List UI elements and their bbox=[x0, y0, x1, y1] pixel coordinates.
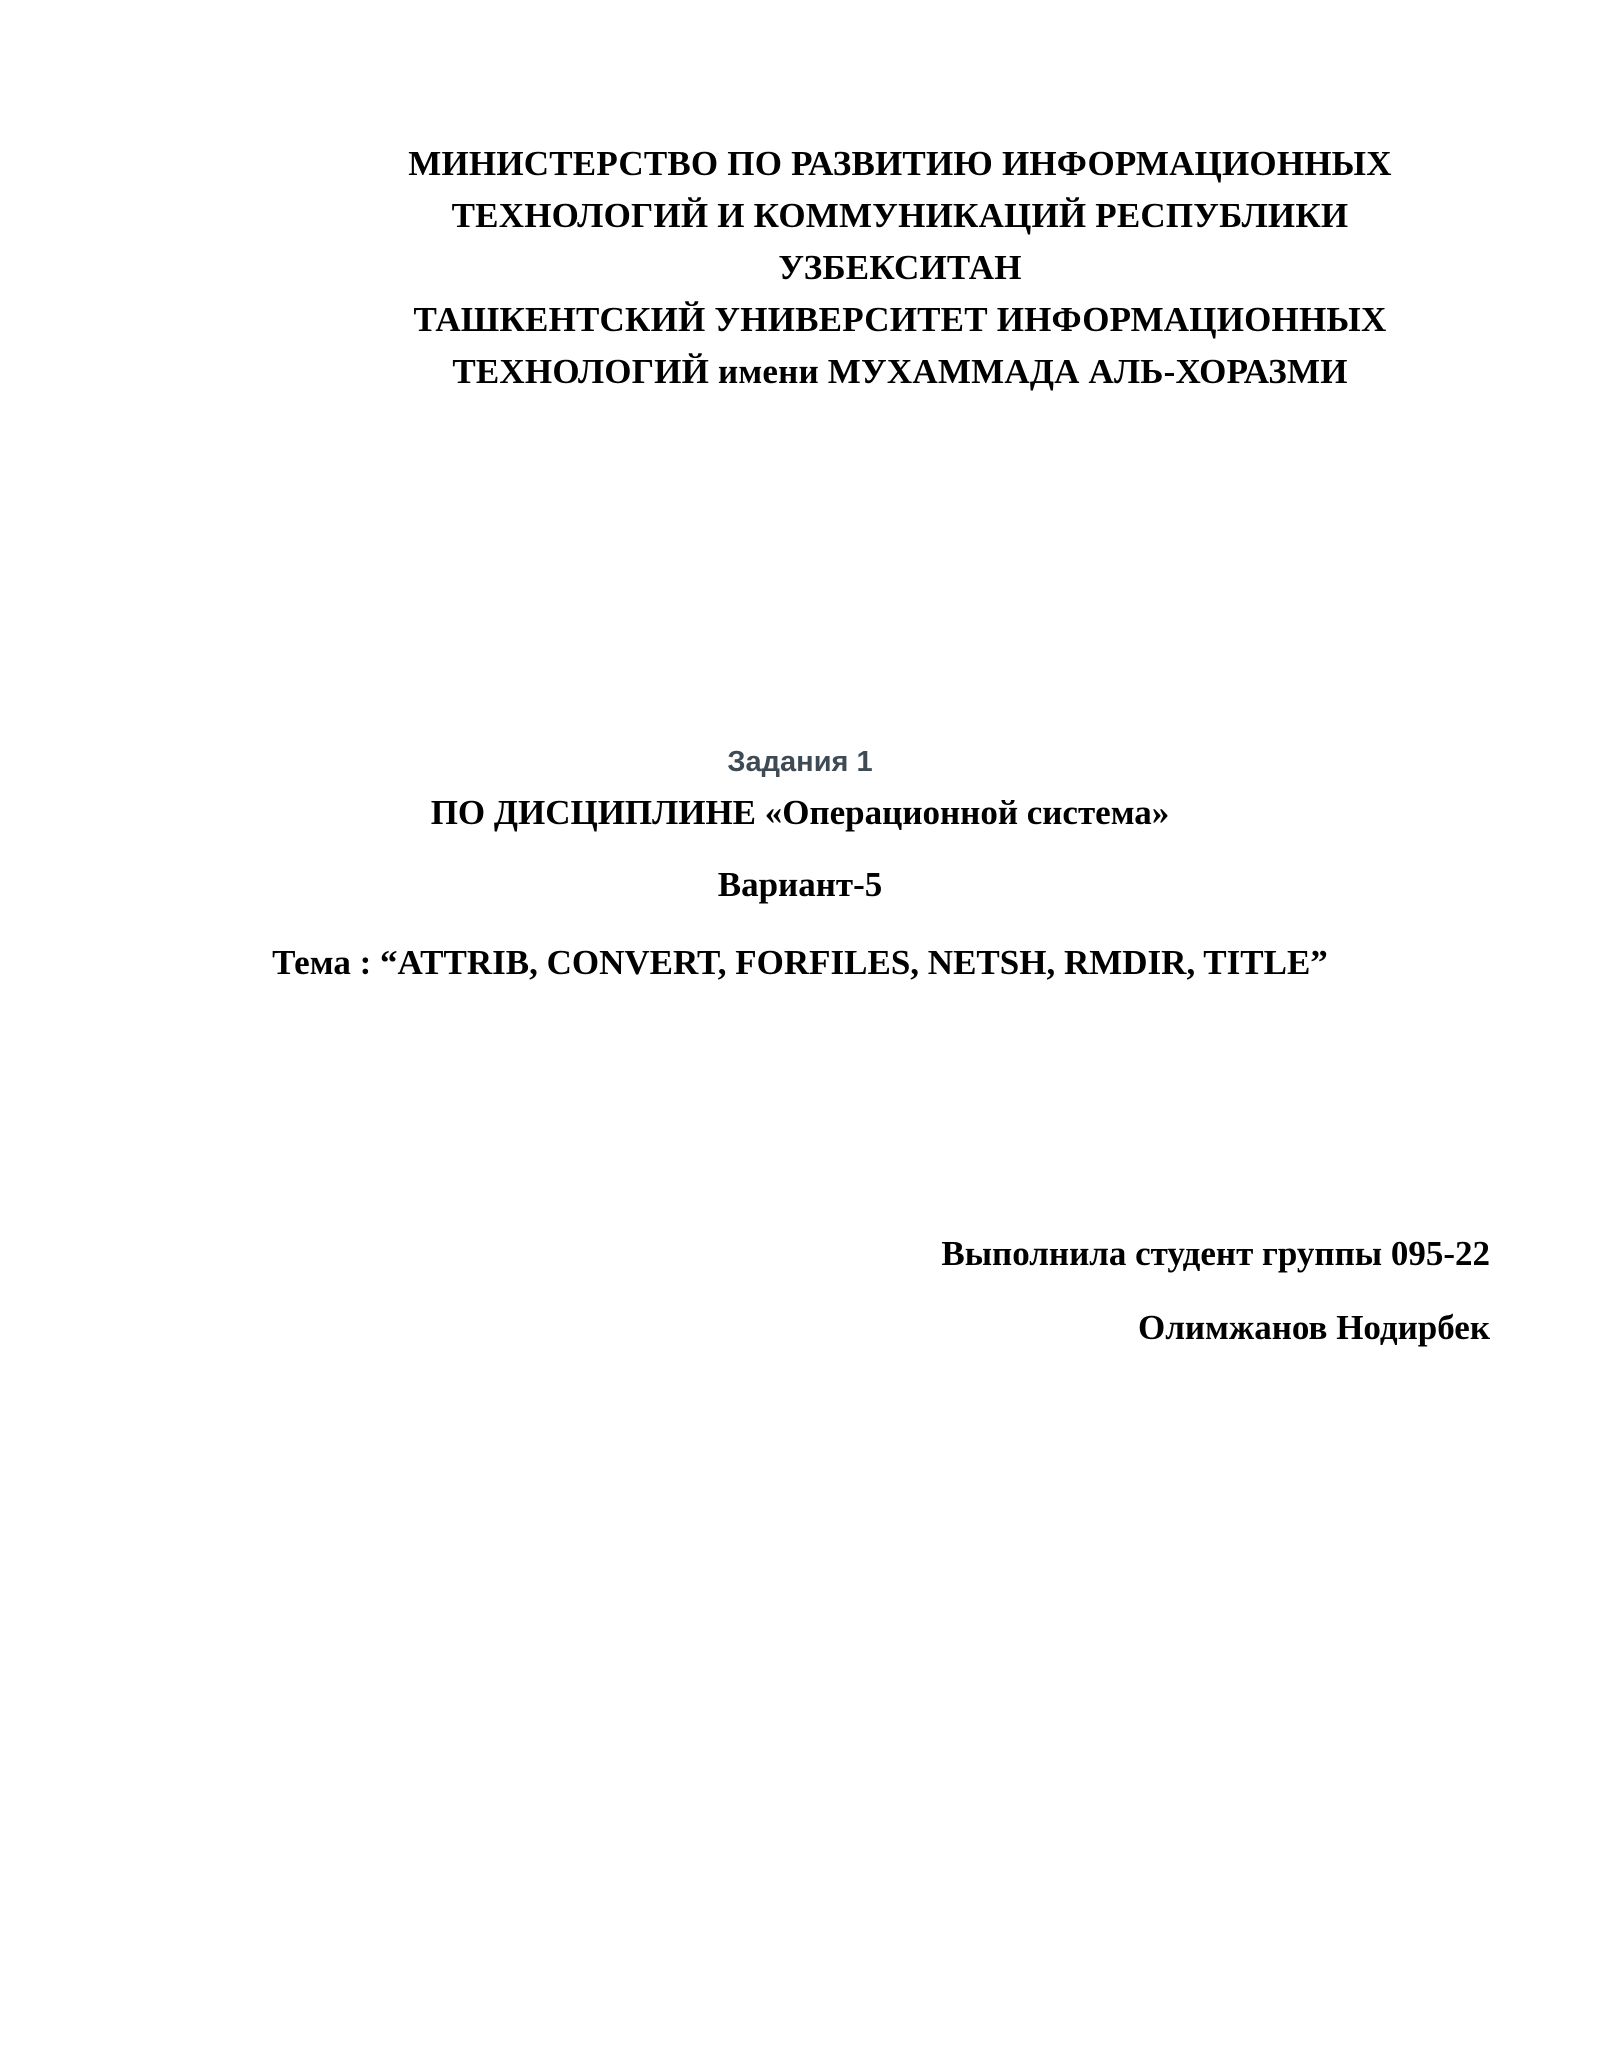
header-line-country: УЗБЕКСИТАН bbox=[778, 248, 1022, 287]
student-name-label: Олимжанов Нодирбек bbox=[1138, 1308, 1490, 1347]
topic-label: Тема : “ATTRIB, CONVERT, FORFILES, NETSH, RMDIR, TITLE” bbox=[272, 943, 1328, 982]
header-line-university-1: ТАШКЕНТСКИЙ УНИВЕРСИТЕТ ИНФОРМАЦИОННЫХ bbox=[413, 300, 1387, 339]
discipline-label: ПО ДИСЦИПЛИНЕ «Операционной система» bbox=[430, 793, 1170, 832]
task-number-label: Задания 1 bbox=[727, 746, 873, 778]
assignment-details bbox=[200, 745, 1400, 985]
author-signature bbox=[490, 1232, 1490, 1350]
header-line-ministry-2: ТЕХНОЛОГИЙ И КОММУНИКАЦИЙ РЕСПУБЛИКИ bbox=[451, 196, 1349, 235]
institution-header bbox=[300, 138, 1500, 398]
header-line-ministry-1: МИНИСТЕРСТВО ПО РАЗВИТИЮ ИНФОРМАЦИОННЫХ bbox=[408, 144, 1392, 183]
student-group-label: Выполнила студент группы 095-22 bbox=[941, 1234, 1490, 1273]
header-line-university-2: ТЕХНОЛОГИЙ имени МУХАММАДА АЛЬ-ХОРАЗМИ bbox=[452, 352, 1348, 391]
variant-label: Вариант-5 bbox=[717, 865, 883, 904]
